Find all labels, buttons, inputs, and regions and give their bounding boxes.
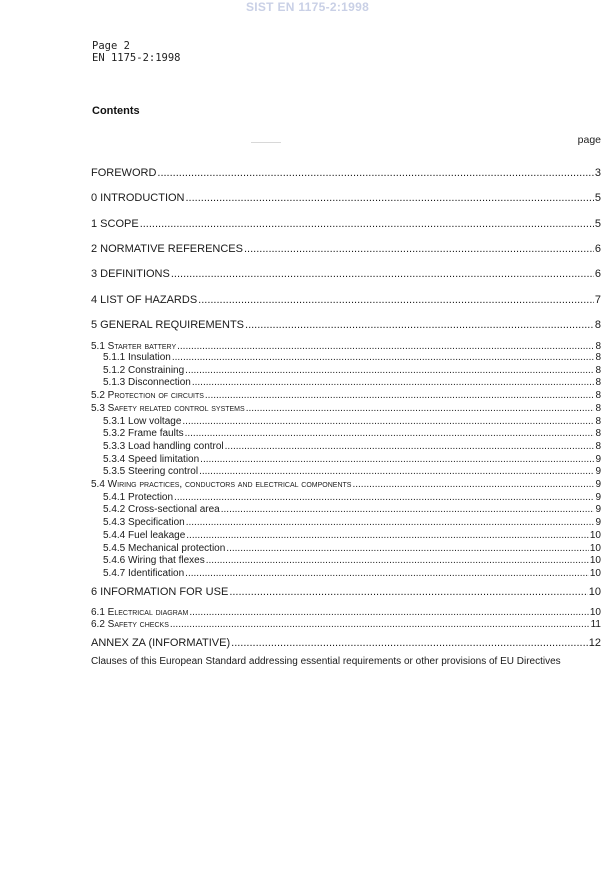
- toc-entry[interactable]: [91, 167, 601, 180]
- toc-leader-dots: [199, 465, 594, 478]
- toc-leader-dots: [185, 567, 589, 580]
- toc-entry-page: 10: [589, 530, 601, 541]
- toc-leader-dots: [171, 268, 594, 281]
- toc-entry-label: 5 GENERAL REQUIREMENTS: [91, 319, 245, 331]
- toc-entry-label: 5.4.7 Identification: [103, 568, 185, 579]
- toc-leader-dots: [157, 167, 593, 180]
- toc-entry-page: 10: [589, 543, 601, 554]
- toc-leader-dots: [140, 218, 594, 231]
- toc-entry-label: 5.4 Wiring practices, conductors and electrical components: [91, 479, 352, 490]
- toc-entry-page: 8: [595, 352, 601, 363]
- toc-entry-label: 6 INFORMATION FOR USE: [91, 586, 229, 598]
- toc-entry[interactable]: [91, 243, 601, 256]
- toc-entry[interactable]: [91, 618, 601, 631]
- toc-entry[interactable]: [103, 440, 601, 453]
- toc-entry[interactable]: [103, 529, 601, 542]
- toc-entry-page: 6: [594, 243, 601, 255]
- page-column-label: page: [577, 134, 601, 146]
- toc-leader-dots: [185, 427, 595, 440]
- toc-entry-page: 12: [588, 637, 601, 649]
- toc-entry-label: 5.3.3 Load handling control: [103, 441, 224, 452]
- toc-entry-page: 9: [595, 454, 601, 465]
- toc-entry-label: 6.2 Safety checks: [91, 619, 169, 630]
- toc-entry-label: 5.4.2 Cross-sectional area: [103, 504, 220, 515]
- toc-entry-label: 5.4.6 Wiring that flexes: [103, 555, 205, 566]
- toc-entry[interactable]: [91, 294, 601, 307]
- toc-entry-label: 5.3.5 Steering control: [103, 466, 199, 477]
- toc-entry[interactable]: [103, 554, 601, 567]
- toc-entry-label: 6.1 Electrical diagram: [91, 607, 189, 618]
- toc-entry-page: 5: [594, 192, 601, 204]
- toc-entry-label: 5.4.5 Mechanical protection: [103, 543, 226, 554]
- annex-note: Clauses of this European Standard addressing essential requirements or other provisions of EU Directives: [91, 656, 561, 667]
- toc-entry[interactable]: [91, 389, 601, 402]
- toc-entry-page: 9: [595, 479, 601, 490]
- toc-entry-label: ANNEX ZA (INFORMATIVE): [91, 637, 231, 649]
- toc-entry-page: 5: [594, 218, 601, 230]
- toc-leader-dots: [170, 618, 590, 631]
- toc-entry-label: 5.4.4 Fuel leakage: [103, 530, 186, 541]
- toc-entry-label: 5.3.2 Frame faults: [103, 428, 184, 439]
- toc-entry[interactable]: [103, 427, 601, 440]
- toc-entry[interactable]: [103, 567, 601, 580]
- watermark: SIST EN 1175-2:1998: [245, 0, 370, 14]
- contents-heading: Contents: [92, 105, 140, 117]
- toc-entry-label: 5.4.1 Protection: [103, 492, 174, 503]
- toc-leader-dots: [205, 389, 595, 402]
- toc-entry[interactable]: [91, 218, 601, 231]
- toc-entry-page: 6: [594, 268, 601, 280]
- toc-leader-dots: [221, 503, 595, 516]
- toc-entry-label: 2 NORMATIVE REFERENCES: [91, 243, 243, 255]
- toc-entry-page: 10: [589, 568, 601, 579]
- toc-leader-dots: [244, 243, 594, 256]
- toc-entry-page: 8: [595, 365, 601, 376]
- toc-entry-page: 9: [595, 504, 601, 515]
- toc-entry-label: FOREWORD: [91, 167, 157, 179]
- toc-entry-page: 7: [594, 294, 601, 306]
- toc-entry-label: 5.2 Protection of circuits: [91, 390, 204, 401]
- toc-entry-label: 5.1.3 Disconnection: [103, 377, 191, 388]
- toc-leader-dots: [186, 516, 595, 529]
- toc-entry-page: 8: [595, 377, 601, 388]
- toc-entry[interactable]: [103, 465, 601, 478]
- toc-entry[interactable]: [91, 637, 601, 650]
- toc-leader-dots: [192, 376, 595, 389]
- toc-entry-page: 9: [595, 466, 601, 477]
- toc-entry-page: 8: [595, 390, 601, 401]
- toc-entry-page: 8: [594, 319, 601, 331]
- toc-leader-dots: [246, 402, 595, 415]
- toc-entry[interactable]: [91, 319, 601, 332]
- toc-leader-dots: [186, 192, 594, 205]
- toc-leader-dots: [229, 586, 587, 599]
- toc-entry[interactable]: [103, 503, 601, 516]
- toc-entry[interactable]: [103, 351, 601, 364]
- toc-entry-label: 5.3.4 Speed limitation: [103, 454, 200, 465]
- toc-entry-label: 5.1.1 Insulation: [103, 352, 171, 363]
- toc-entry-label: 5.1 Starter battery: [91, 341, 177, 352]
- toc-entry-label: 3 DEFINITIONS: [91, 268, 170, 280]
- toc-entry-page: 8: [595, 403, 601, 414]
- toc-entry-page: 8: [595, 441, 601, 452]
- toc-entry-label: 4 LIST OF HAZARDS: [91, 294, 198, 306]
- toc-entry[interactable]: [91, 478, 601, 491]
- page-number: Page 2: [92, 40, 130, 52]
- toc-entry-page: 10: [588, 586, 601, 598]
- toc-entry[interactable]: [91, 402, 601, 415]
- toc-entry[interactable]: [91, 192, 601, 205]
- standard-number: EN 1175-2:1998: [92, 52, 181, 64]
- toc-leader-dots: [352, 478, 594, 491]
- toc-leader-dots: [186, 529, 589, 542]
- toc-entry-page: 9: [595, 492, 601, 503]
- toc-entry-page: 8: [595, 428, 601, 439]
- toc-entry-label: 5.3.1 Low voltage: [103, 416, 182, 427]
- toc-entry-page: 11: [590, 619, 601, 630]
- toc-entry-label: 5.3 Safety related control systems: [91, 403, 245, 414]
- toc-entry-page: 8: [595, 416, 601, 427]
- toc-entry[interactable]: [103, 516, 601, 529]
- toc-leader-dots: [225, 440, 595, 453]
- toc-entry[interactable]: [91, 268, 601, 281]
- toc-entry-page: 8: [595, 341, 601, 352]
- toc-entry-label: 5.4.3 Specification: [103, 517, 185, 528]
- toc-leader-dots: [231, 637, 588, 650]
- toc-leader-dots: [206, 554, 589, 567]
- toc-entry-page: 9: [595, 517, 601, 528]
- toc-entry-page: 10: [589, 607, 601, 618]
- toc-entry-label: 0 INTRODUCTION: [91, 192, 185, 204]
- toc-entry[interactable]: [91, 586, 601, 599]
- toc-entry[interactable]: [103, 376, 601, 389]
- toc-entry-label: 5.1.2 Constraining: [103, 365, 185, 376]
- toc-leader-dots: [172, 351, 595, 364]
- toc-entry-label: 1 SCOPE: [91, 218, 139, 230]
- toc-entry-page: 3: [594, 167, 601, 179]
- toc-entry-page: 10: [589, 555, 601, 566]
- toc-leader-dots: [198, 294, 594, 307]
- toc-leader-dots: [245, 319, 594, 332]
